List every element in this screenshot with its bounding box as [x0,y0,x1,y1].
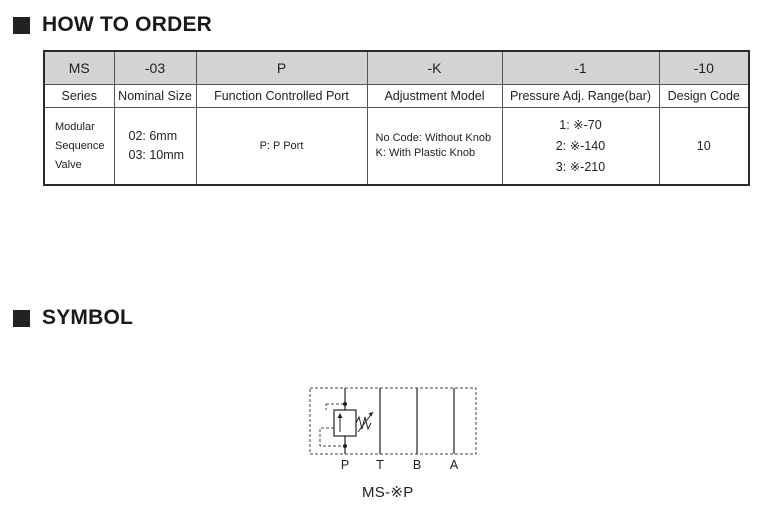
size-option: 02: 6mm [128,129,178,143]
nominal-size-cell [114,108,196,186]
square-bullet-icon [13,17,30,34]
how-to-order-heading [13,13,212,37]
adjustment-option: No Code: Without Knob [375,132,492,144]
symbol-heading [13,306,133,330]
header-design-code: Design Code [659,85,749,108]
spring-icon [356,417,371,429]
pressure-option: 1: ※-70 [559,117,602,132]
port-label-b: B [412,458,422,472]
junction-dot [343,402,347,406]
order-code-table [43,50,750,186]
header-adjustment: Adjustment Model [367,85,502,108]
order-code-row [44,51,749,85]
junction-dot [343,444,347,448]
pressure-cell [502,108,659,186]
symbol-title: SYMBOL [42,306,134,329]
how-to-order-title: HOW TO ORDER [42,13,213,36]
size-option: 03: 10mm [128,148,185,162]
symbol-caption: MS-※P [362,484,414,501]
code-cell-port: P [196,51,367,85]
series-line: Sequence [55,139,105,152]
valve-envelope [334,410,356,436]
pressure-option: 2: ※-140 [555,138,606,153]
port-label-p: P [340,458,350,472]
header-series: Series [44,85,114,108]
header-row [44,85,749,108]
adjustment-cell [367,108,502,186]
header-function-port: Function Controlled Port [196,85,367,108]
port-label-t: T [376,458,384,472]
series-cell [44,108,114,186]
code-cell-design: -10 [659,51,749,85]
function-port-cell: P: P Port [196,108,367,186]
adjustment-option: K: With Plastic Knob [375,147,476,159]
code-cell-pressure: -1 [502,51,659,85]
design-code-cell: 10 [659,108,749,186]
header-nominal-size: Nominal Size [114,85,196,108]
pressure-option: 3: ※-210 [555,159,606,174]
series-line: Valve [55,158,82,171]
code-cell-series: MS [44,51,114,85]
detail-row [44,108,749,186]
series-line: Modular [55,120,95,133]
code-cell-size: -03 [114,51,196,85]
code-cell-adjustment: -K [367,51,502,85]
header-pressure: Pressure Adj. Range(bar) [502,85,659,108]
sequence-valve-diagram [300,380,500,460]
port-label-a: A [449,458,459,472]
square-bullet-icon [13,310,30,327]
